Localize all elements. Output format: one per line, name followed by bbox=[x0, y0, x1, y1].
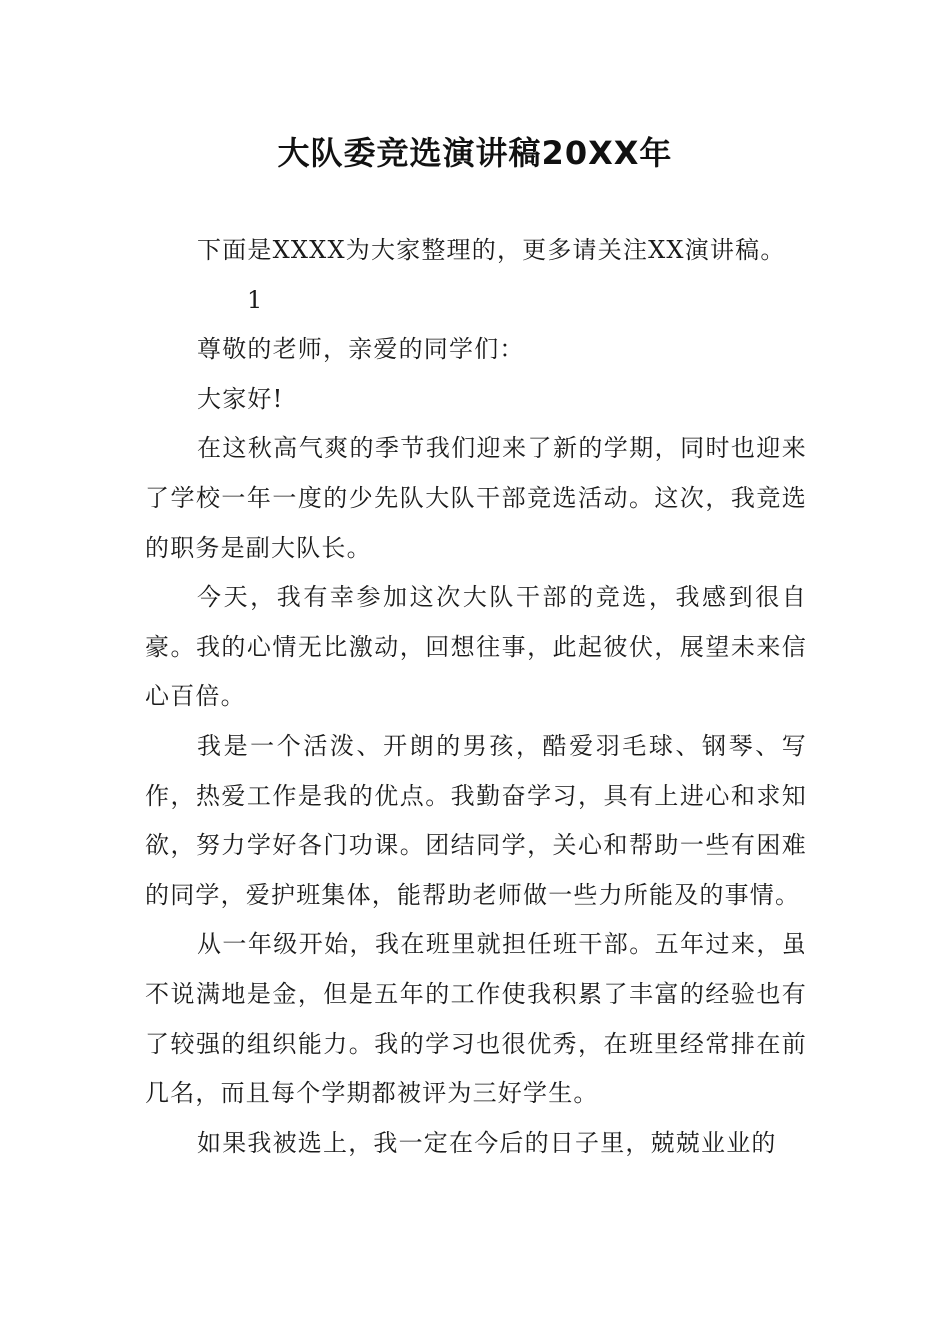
document-title: 大队委竞选演讲稿20XX年 bbox=[277, 134, 673, 172]
body-paragraph: 我是一个活泼、开朗的男孩，酷爱羽毛球、钢琴、写作，热爱工作是我的优点。我勤奋学习，具有上进心和求知欲，努力学好各门功课。团结同学，关心和帮助一些有困难的同学，爱护班集体，能帮助老师做一些力所能及的事情。 bbox=[145, 731, 807, 909]
intro-paragraph: 下面是XXXX为大家整理的，更多请关注XX演讲稿。 bbox=[197, 236, 786, 264]
body-paragraph: 从一年级开始，我在班里就担任班干部。五年过来，虽不说满地是金，但是五年的工作使我积累了丰富的经验也有了较强的组织能力。我的学习也很优秀，在班里经常排在前几名，而且每个学期都被评为三好学生。 bbox=[145, 930, 807, 1108]
salutation: 尊敬的老师，亲爱的同学们： bbox=[197, 335, 525, 364]
greeting: 大家好! bbox=[197, 384, 284, 413]
body-paragraph: 如果我被选上，我一定在今后的日子里，兢兢业业的 bbox=[197, 1128, 777, 1157]
body-paragraph: 今天，我有幸参加这次大队干部的竞选，我感到很自豪。我的心情无比激动，回想往事，此起彼伏，展望未来信心百倍。 bbox=[145, 583, 807, 711]
section-number: 1 bbox=[247, 285, 264, 314]
body-paragraph: 在这秋高气爽的季节我们迎来了新的学期，同时也迎来了学校一年一度的少先队大队干部竞选活动。这次，我竞选的职务是副大队长。 bbox=[145, 434, 807, 562]
document-body bbox=[145, 226, 807, 1168]
